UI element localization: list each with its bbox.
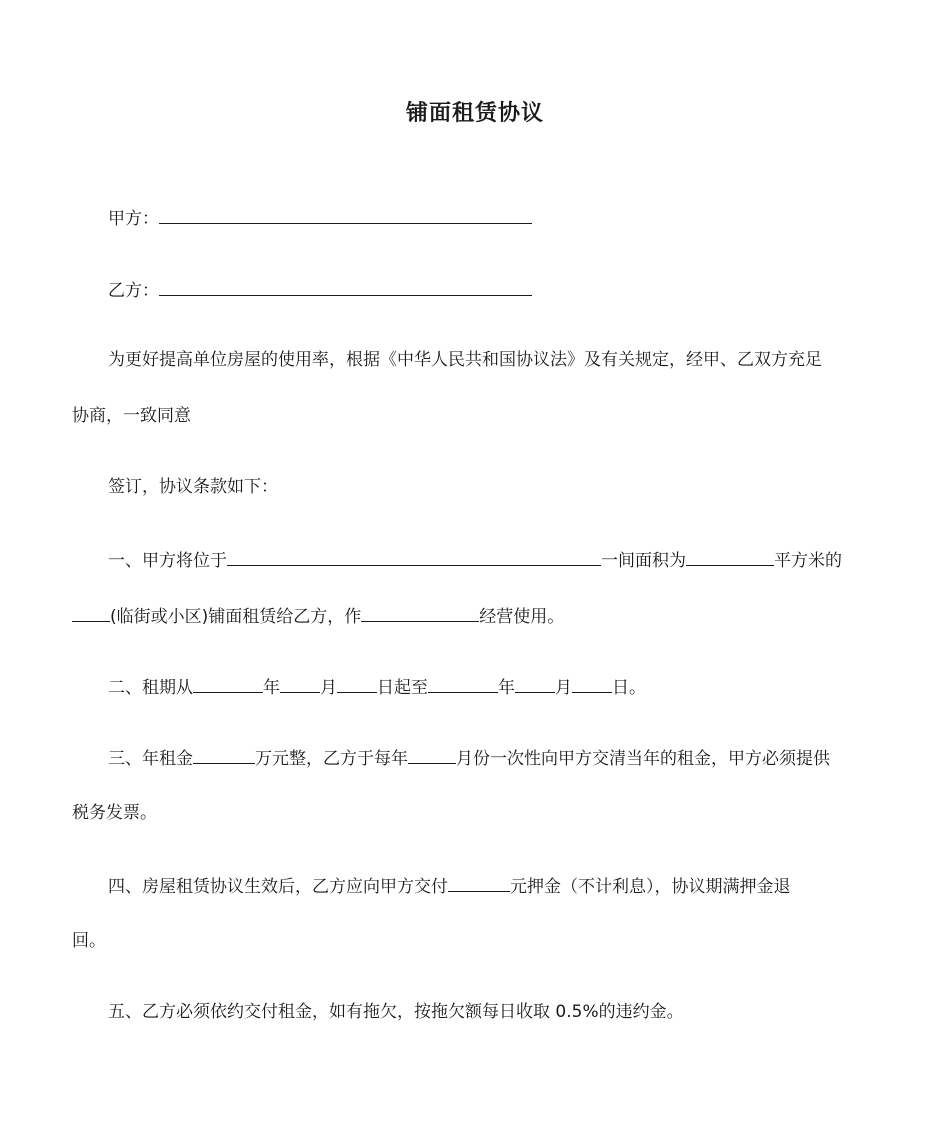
clause-2-year-1: 年 — [263, 678, 280, 698]
clause-1-line-1 — [108, 547, 842, 573]
preamble-line-2: 协商，一致同意 — [72, 406, 191, 426]
clause-2-day-end: 日。 — [612, 678, 646, 698]
start-year-blank — [193, 674, 263, 693]
clause-1-text-use: 经营使用。 — [479, 607, 565, 627]
preamble-line-3: 签订，协议条款如下： — [108, 477, 278, 497]
street-type-blank — [72, 603, 110, 622]
clause-3-line-2: 税务发票。 — [72, 803, 157, 823]
location-blank — [227, 547, 601, 566]
party-b-blank — [159, 277, 532, 296]
clause-3-text-each-year: 万元整，乙方于每年 — [255, 749, 408, 769]
clause-1-text-location: 一、甲方将位于 — [108, 551, 227, 571]
party-b-line — [108, 277, 532, 303]
party-a-blank — [159, 205, 532, 224]
clause-3-text-payment: 月份一次性向甲方交清当年的租金，甲方必须提供 — [456, 749, 830, 769]
annual-rent-blank — [193, 745, 255, 764]
clause-5-line: 五、乙方必须依约交付租金，如有拖欠，按拖欠额每日收取 0.5%的违约金。 — [108, 1002, 684, 1022]
clause-4-line-2: 回。 — [72, 931, 106, 951]
deposit-blank — [448, 873, 510, 892]
clause-2-text-term: 二、租期从 — [108, 678, 193, 698]
clause-2-month-1: 月 — [320, 678, 337, 698]
clause-1-text-area: 一间面积为 — [601, 551, 686, 571]
party-a-label: 甲方： — [108, 209, 159, 229]
clause-3-text-rent: 三、年租金 — [108, 749, 193, 769]
clause-4-line-1 — [108, 873, 791, 899]
clause-2-month-2: 月 — [555, 678, 572, 698]
party-b-label: 乙方： — [108, 281, 159, 301]
preamble-line-1: 为更好提高单位房屋的使用率，根据《中华人民共和国协议法》及有关规定，经甲、乙双方充足 — [108, 350, 822, 370]
party-a-line — [108, 205, 532, 231]
area-blank — [686, 547, 774, 566]
clause-1-line-2 — [72, 603, 564, 629]
clause-1-text-sqm: 平方米的 — [774, 551, 842, 571]
clause-4-text-refund: 元押金（不计利息），协议期满押金退 — [510, 877, 791, 897]
clause-3-line-1 — [108, 745, 830, 771]
end-year-blank — [428, 674, 498, 693]
clause-1-text-lease: (临街或小区)铺面租赁给乙方，作 — [110, 607, 362, 627]
document-title: 铺面租赁协议 — [405, 101, 544, 126]
end-month-blank — [515, 674, 555, 693]
clause-4-text-deposit: 四、房屋租赁协议生效后，乙方应向甲方交付 — [108, 877, 448, 897]
clause-2-year-2: 年 — [498, 678, 515, 698]
payment-month-blank — [408, 745, 456, 764]
business-use-blank — [361, 603, 479, 622]
clause-2-until: 日起至 — [377, 678, 428, 698]
clause-2-line — [108, 674, 646, 700]
start-day-blank — [337, 674, 377, 693]
end-day-blank — [572, 674, 612, 693]
start-month-blank — [280, 674, 320, 693]
